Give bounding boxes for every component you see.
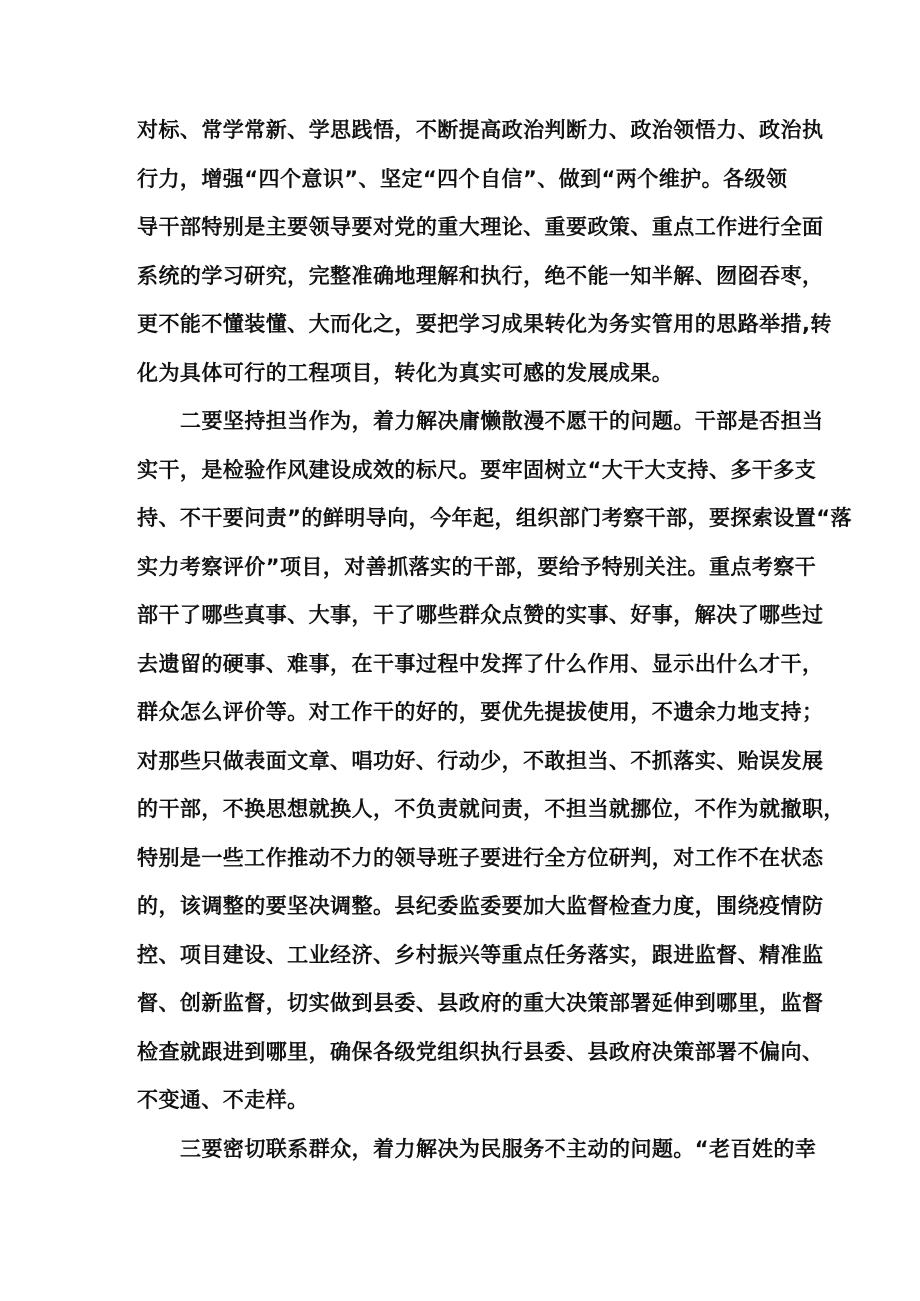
text-line: 系统的学习研究，完整准确地理解和执行，绝不能一知半解、囫囵吞枣，: [137, 263, 824, 288]
text-line: 群众怎么评价等。对工作干的好的，要优先提拔使用，不遗余力地支持；: [137, 700, 824, 724]
text-line: 持、不干要问责”的鲜明导向，今年起，组织部门考察干部，要探索设置“落: [137, 506, 852, 530]
text-line: 对标、常学常新、学思践悟，不断提高政治判断力、政治领悟力、政治执: [137, 118, 824, 142]
text-line: 控、项目建设、工业经济、乡村振兴等重点任务落实，跟进监督、精准监: [137, 942, 824, 967]
text-line: 三要密切联系群众，着力解决为民服务不主动的问题。“老百姓的幸: [180, 1136, 817, 1161]
text-line: 对那些只做表面文章、唱功好、行动少，不敢担当、不抓落实、贻误发展: [137, 748, 824, 773]
text-line: 特别是一些工作推动不力的领导班子要进行全方位研判，对工作不在状态: [137, 845, 824, 870]
text-line: 行力，增强“四个意识”、坚定“四个自信”、做到“两个维护。各级领: [137, 166, 788, 191]
text-line: 的干部，不换思想就换人，不负责就问责，不担当就挪位，不作为就撤职，: [137, 797, 845, 821]
text-line: 二要坚持担当作为，着力解决庸懒散漫不愿干的问题。干部是否担当: [180, 409, 824, 433]
text-line: 实力考察评价”项目，对善抓落实的干部，要给予特别关注。重点考察干: [137, 554, 817, 579]
paragraph-2: [137, 403, 852, 1131]
text-line: 化为具体可行的工程项目，转化为真实可感的发展成果。: [137, 360, 674, 385]
text-line: 督、创新监督，切实做到县委、县政府的重大决策部署延伸到哪里，监督: [137, 991, 824, 1015]
text-line: 的，该调整的要坚决调整。县纪委监委要加大监督检查力度，围绕疫情防: [137, 894, 824, 918]
text-line: 导干部特别是主要领导要对党的重大理论、重要政策、重点工作进行全面: [137, 215, 824, 239]
text-line: 去遗留的硬事、难事，在干事过程中发挥了什么作用、显示出什么才干，: [137, 651, 824, 676]
document-body: [137, 112, 852, 1179]
text-line: 检查就跟进到哪里，确保各级党组织执行县委、县政府决策部署不偏向、: [137, 1039, 824, 1064]
paragraph-1: [137, 112, 832, 403]
text-line: 不变通、不走样。: [137, 1088, 309, 1112]
paragraph-3: [137, 1131, 817, 1180]
text-line: 实干，是检验作风建设成效的标尺。要牢固树立“大干大支持、多干多支: [137, 457, 817, 482]
text-line: 更不能不懂装懂、大而化之，要把学习成果转化为务实管用的思路举措,转: [137, 312, 832, 336]
text-line: 部干了哪些真事、大事，干了哪些群众点赞的实事、好事，解决了哪些过: [137, 603, 824, 627]
